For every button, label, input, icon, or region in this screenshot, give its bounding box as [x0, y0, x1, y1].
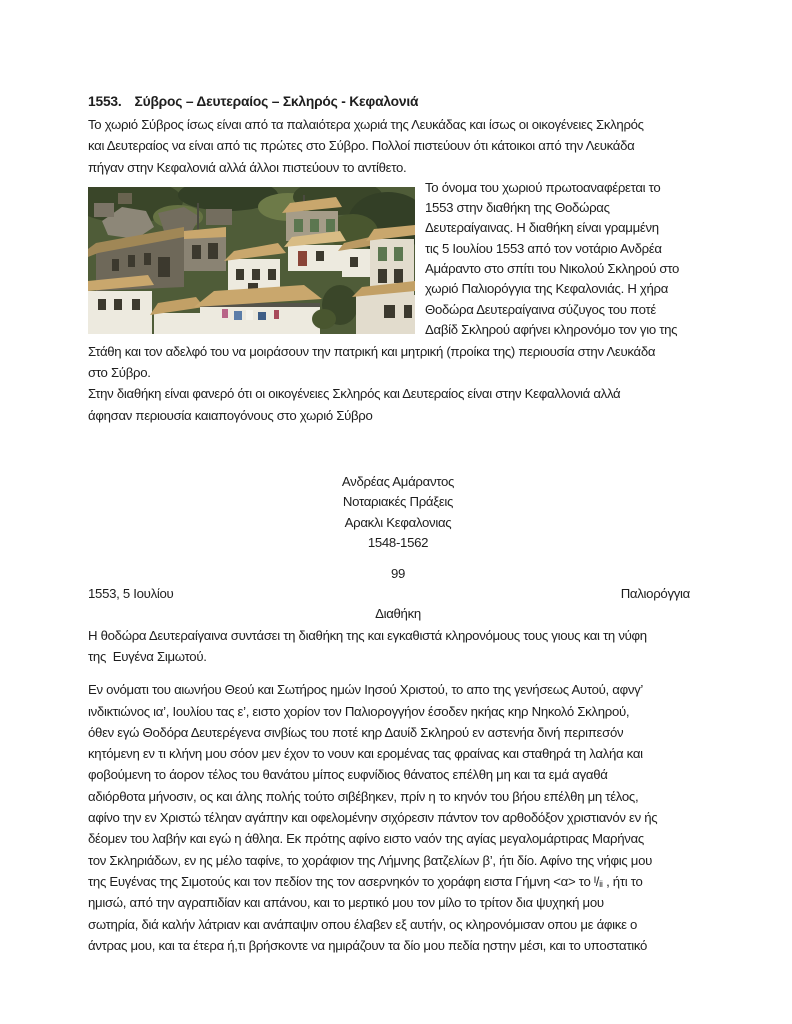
wrap-text-below-photo [88, 341, 708, 426]
text-line: Θοδώρα Δευτεραίγαινα σύζυγος του ποτέ [425, 301, 656, 317]
text-line: Εν ονόματι του αιωνήου Θεού και Σωτήρος ημών Ιησού Χριστού, το απο της γενήσεως Αυτού, αφνγ’ [88, 682, 644, 698]
text-line: Δαβίδ Σκληρού αφήνει κληρονόμο τον γιο της [425, 321, 678, 337]
text-line: Το χωριό Σύβρος ίσως είναι από τα παλαιότερα χωριά της Λευκάδας και ίσως οι οικογένειες Σκληρός [88, 117, 644, 132]
record-place: Παλιορόγγια [620, 585, 690, 601]
record-doctype: Διαθήκη [375, 606, 421, 622]
text-line: Δευτεραίγαινας. Η διαθήκη είναι γραμμένη [425, 220, 659, 236]
village-photo-illustration [88, 187, 415, 334]
text-line: της Ευγένα Σιμωτού. [88, 648, 207, 664]
text-line: Αμάραντο στο σπίτι του Νικολού Σκληρού στο [425, 261, 679, 277]
notary-reference-block [88, 472, 708, 554]
page-number: 99 [390, 565, 406, 581]
text-line: κητόμενη εν τι κλήνη μου σόον μεν έχον το νουν και ερομένας τας φραίνας και σταθηρά τη λαλήα και [88, 746, 643, 762]
text-line: δέομεν του λαβήν και εγώ η άθληα. Εκ πρότης αφίνο ειστο ναόν της αγίας μεγαλομάρτιρας Μαρήνας [88, 831, 644, 847]
photo-and-wrap-row [88, 178, 708, 341]
text-line: άφησαν περιουσία καιαπογόνους στο χωριό Σύβρο [88, 407, 373, 423]
testament-paragraph [88, 679, 708, 956]
text-line: άντρας μου, και τα έτερα ή,τι βρήσκοντε να ημιράζουν τα δίο μου πεδία ηστην μέσι, και το υποστατικό [88, 937, 648, 953]
text-line: της Ευγένας της Σιμοτούς και τον πεδίον της τον ασερνηκόν το χοράφη ειστα Γήμνη <α> το ᴵ/ᵢᵢ , ήτι το [88, 873, 643, 889]
text-line: στο Σύβρο. [88, 365, 151, 381]
text-line: ημισώ, από την αγραπιδίαν και απάνου, και το μερτικό μου τον μίλο το τρίτον δια ψυχηκή μου [88, 895, 604, 911]
text-line: Το όνομα του χωριού πρωτοαναφέρεται το [425, 179, 661, 195]
text-line: Νοταριακές Πράξεις [342, 494, 454, 510]
heading-title: Σύβρος – Δευτεραίος – Σκληρός - Κεφαλονιά [134, 94, 419, 109]
text-line: Στην διαθήκη είναι φανερό ότι οι οικογένειες Σκληρός και Δευτεραίος είναι στην Κεφαλλονιά αλλά [88, 386, 621, 402]
text-line: σωτηρία, διά καλήν λάτριαν και ανάπαψιν οπου έλαβεν εξ αυτήν, ος κληρονόμισαν οπου με άφικε ο [88, 916, 638, 932]
text-line: αδιόρθοτα μήνοσιν, ος και άλης πολής τούτο σιβέβηκεν, πρίν η το κηνόν του βήου επέλθη μη τέλος, [88, 788, 639, 804]
text-line: Η θοδώρα Δευτεραίγαινα συντάσει τη διαθήκη της και εγκαθιστά κληρονόμους τους γιους και τη νύφη [88, 627, 647, 643]
text-line: αφίνο την εν Χριστώ τέληαν αγάπην και οφελομένην σιχόρεσιν πάντον τον αρθοδόξον χριστιανόν εν ής [88, 810, 658, 826]
intro-paragraph [88, 114, 708, 178]
text-line: και Δευτεραίος να είναι από τις πρώτες στο Σύβρο. Πολλοί πιστεύουν ότι κάτοικοι από την Λευκάδα [88, 138, 635, 154]
text-line: τον Σκληριάδων, εν ης μέλο ταφίνε, το χοράφιον της Λήμνης βατζελίων β’, ήτι δίο. Αφίνο της νήφις μου [88, 852, 653, 868]
record-header [88, 584, 708, 605]
text-line: Ανδρέας Αμάραντος [341, 474, 455, 490]
wrap-text-beside-photo [425, 178, 679, 340]
village-photo [88, 187, 415, 334]
text-line: 1548-1562 [367, 535, 429, 551]
text-line: Αρακλι Κεφαλονιας [344, 514, 452, 530]
section-heading [88, 92, 708, 114]
text-line: Στάθη και τον αδελφό του να μοιράσουν την πατρική και μητρική (προίκα της) περιουσία στην Λευκάδα [88, 343, 656, 359]
heading-number: 1553. [88, 94, 122, 109]
summary-paragraph [88, 625, 708, 668]
record-date: 1553, 5 Ιουλίου [88, 585, 174, 601]
text-line: 1553 στην διαθήκη της Θοδώρας [425, 200, 610, 216]
text-line: τις 5 Ιουλίου 1553 από τον νοτάριο Ανδρέα [425, 240, 662, 256]
text-line: όθεν εγώ Θοδόρα Δευτερέγενα σινβίως του ποτέ κηρ Δαυίδ Σκληρού εν αστενήα δινή περιπεσόν [88, 724, 624, 740]
text-line: φοβούμενη το άορον τέλος του θανάτου μίπος ευφνίδιος θάνατος επέλθη μη και τα εμά αγαθά [88, 767, 608, 783]
text-line: πήγαν στην Κεφαλονιά αλλά άλλοι πιστεύουν το αντίθετο. [88, 159, 407, 175]
text-line: ινδικτιώνος ια’, Ιουλίου τας ε’, ειστο χορίον τον Παλιορογγήον έσοδεν ηκήας κηρ Νηκολό Σκληρού, [88, 703, 630, 719]
text-line: χωριό Παλιορόγγια της Κεφαλονιάς. Η χήρα [425, 281, 669, 297]
